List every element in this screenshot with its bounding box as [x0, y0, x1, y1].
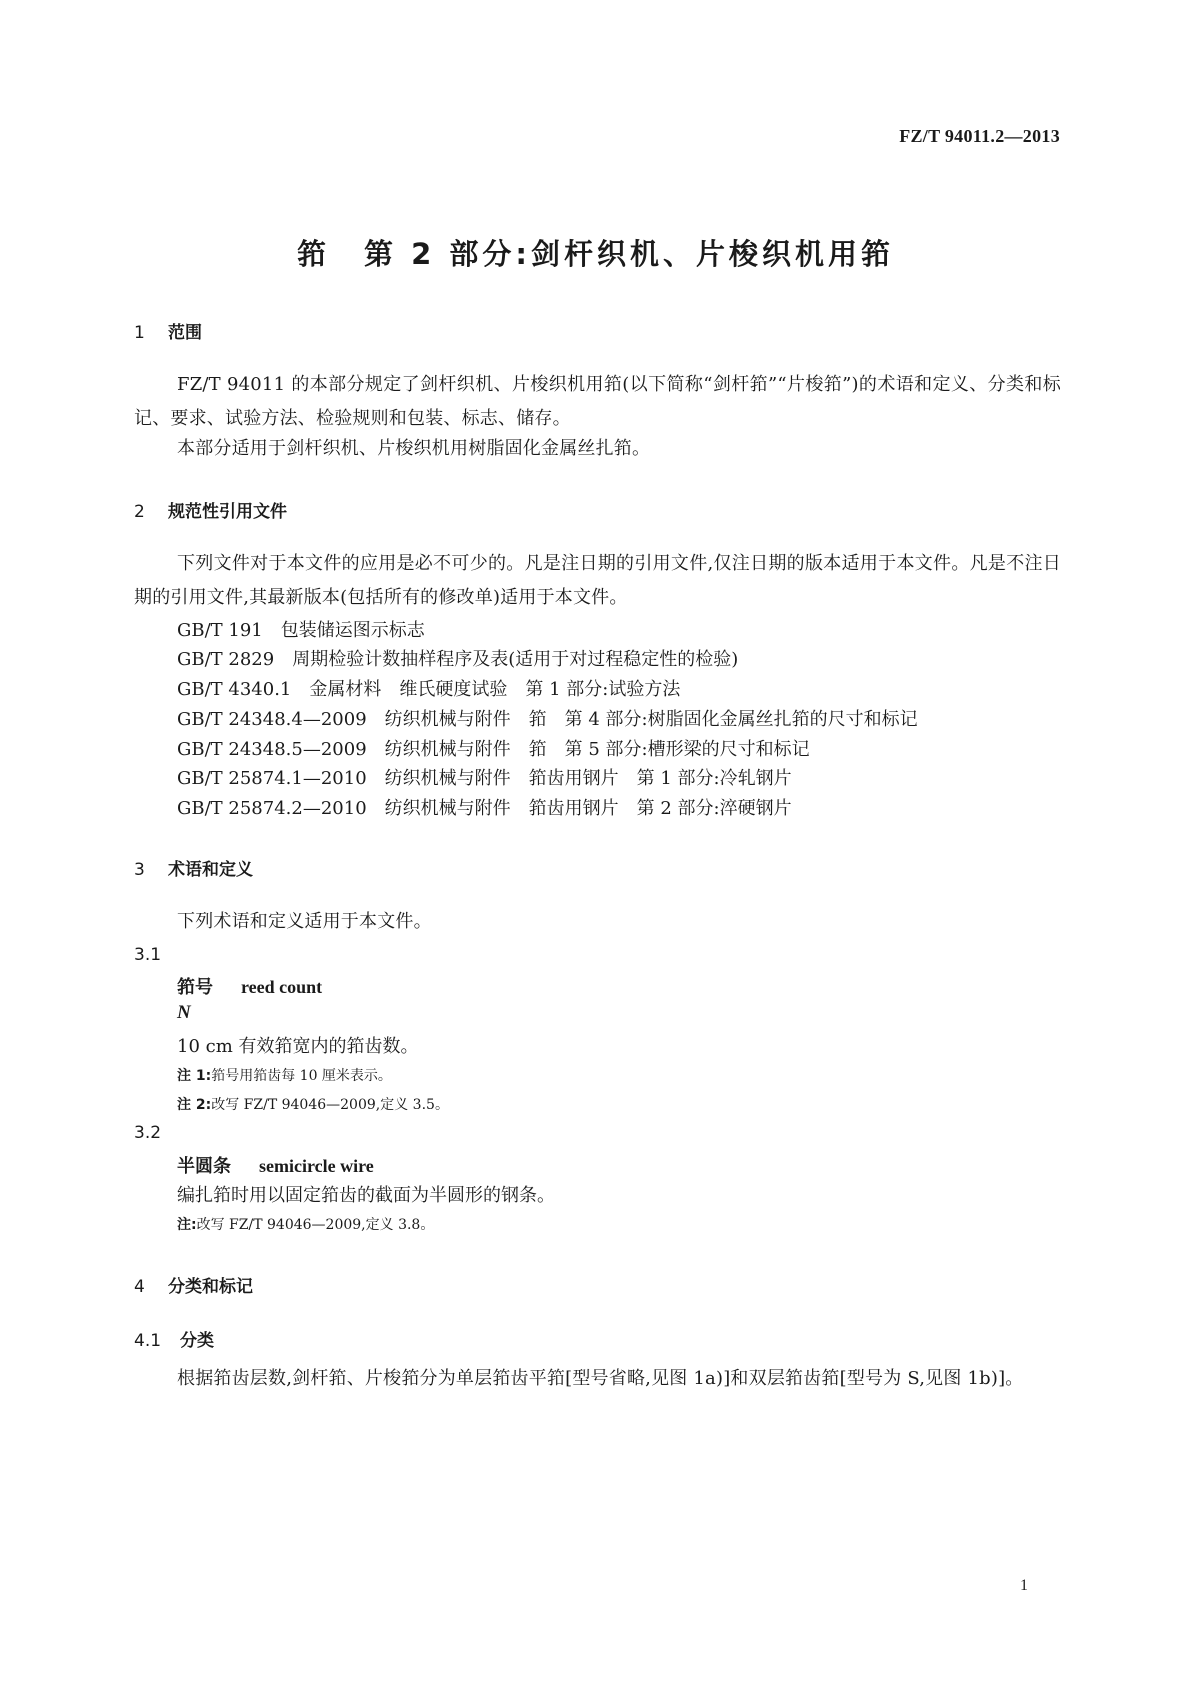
section-4-heading — [134, 1272, 253, 1297]
section-number: 4 — [134, 1277, 145, 1297]
reference-item: GB/T 4340.1 金属材料 维氏硬度试验 第 1 部分:试验方法 — [177, 679, 681, 700]
paragraph: 根据筘齿层数,剑杆筘、片梭筘分为单层筘齿平筘[型号省略,见图 1a)]和双层筘齿筘[型号为 S,见图 1b)]。 — [177, 1368, 1024, 1389]
reference-item: GB/T 24348.4—2009 纺织机械与附件 筘 第 4 部分:树脂固化金属丝扎筘的尺寸和标记 — [177, 709, 918, 730]
section-number: 2 — [134, 502, 145, 522]
note — [177, 1214, 434, 1234]
term-zh: 筘号 — [177, 977, 213, 998]
note-text: 改写 FZ/T 94046—2009,定义 3.5。 — [211, 1097, 449, 1113]
reference-item: GB/T 25874.2—2010 纺织机械与附件 筘齿用钢片 第 2 部分:淬硬钢片 — [177, 798, 792, 819]
clause-number: 3.1 — [134, 945, 162, 965]
note-label: 注 1: — [177, 1068, 212, 1084]
section-3-heading — [134, 855, 253, 880]
term-en: semicircle wire — [259, 1156, 374, 1176]
paragraph: 下列文件对于本文件的应用是必不可少的。凡是注日期的引用文件,仅注日期的版本适用于本文件。凡是不注日期的引用文件,其最新版本(包括所有的修改单)适用于本文件。 — [134, 553, 1061, 608]
section-number: 1 — [134, 323, 145, 343]
reference-item: GB/T 24348.5—2009 纺织机械与附件 筘 第 5 部分:槽形梁的尺寸和标记 — [177, 739, 810, 760]
paragraph: 下列术语和定义适用于本文件。 — [177, 911, 432, 932]
term-definition: 10 cm 有效筘宽内的筘齿数。 — [177, 1036, 419, 1057]
note-label: 注 2: — [177, 1097, 212, 1113]
note-text: 筘号用筘齿每 10 厘米表示。 — [211, 1068, 392, 1084]
subsection-title: 分类 — [180, 1331, 214, 1351]
term-definition: 编扎筘时用以固定筘齿的截面为半圆形的钢条。 — [177, 1185, 555, 1206]
note — [177, 1094, 449, 1114]
section-title: 规范性引用文件 — [168, 502, 287, 522]
section-2-heading — [134, 497, 287, 522]
term-entry — [177, 1152, 374, 1178]
note-label: 注: — [177, 1217, 197, 1233]
clause-number: 3.2 — [134, 1123, 162, 1143]
reference-item: GB/T 2829 周期检验计数抽样程序及表(适用于对过程稳定性的检验) — [177, 649, 739, 670]
subsection-4-1-heading — [134, 1326, 214, 1351]
section-title: 范围 — [168, 323, 202, 343]
paragraph: 本部分适用于剑杆织机、片梭织机用树脂固化金属丝扎筘。 — [177, 438, 651, 459]
section-title: 术语和定义 — [168, 860, 253, 880]
note — [177, 1065, 392, 1085]
paragraph: FZ/T 94011 的本部分规定了剑杆织机、片梭织机用筘(以下简称“剑杆筘”“片梭筘”)的术语和定义、分类和标记、要求、试验方法、检验规则和包装、标志、储存。 — [134, 374, 1061, 429]
reference-item: GB/T 191 包装储运图示标志 — [177, 620, 425, 641]
document-code: FZ/T 94011.2—2013 — [899, 126, 1060, 146]
title-part: 第 2 部分:剑杆织机、片梭织机用筘 — [364, 237, 894, 271]
term-zh: 半圆条 — [177, 1156, 231, 1177]
subsection-number: 4.1 — [134, 1331, 162, 1351]
term-en: reed count — [241, 977, 323, 997]
section-number: 3 — [134, 860, 145, 880]
page-title — [0, 232, 1191, 273]
note-text: 改写 FZ/T 94046—2009,定义 3.8。 — [196, 1217, 435, 1233]
section-title: 分类和标记 — [168, 1277, 253, 1297]
term-symbol: N — [177, 1002, 191, 1023]
reference-item: GB/T 25874.1—2010 纺织机械与附件 筘齿用钢片 第 1 部分:冷轧钢片 — [177, 768, 792, 789]
section-1-heading — [134, 318, 202, 343]
term-entry — [177, 973, 322, 999]
title-main: 筘 — [297, 237, 331, 271]
page-number: 1 — [1020, 1577, 1028, 1594]
